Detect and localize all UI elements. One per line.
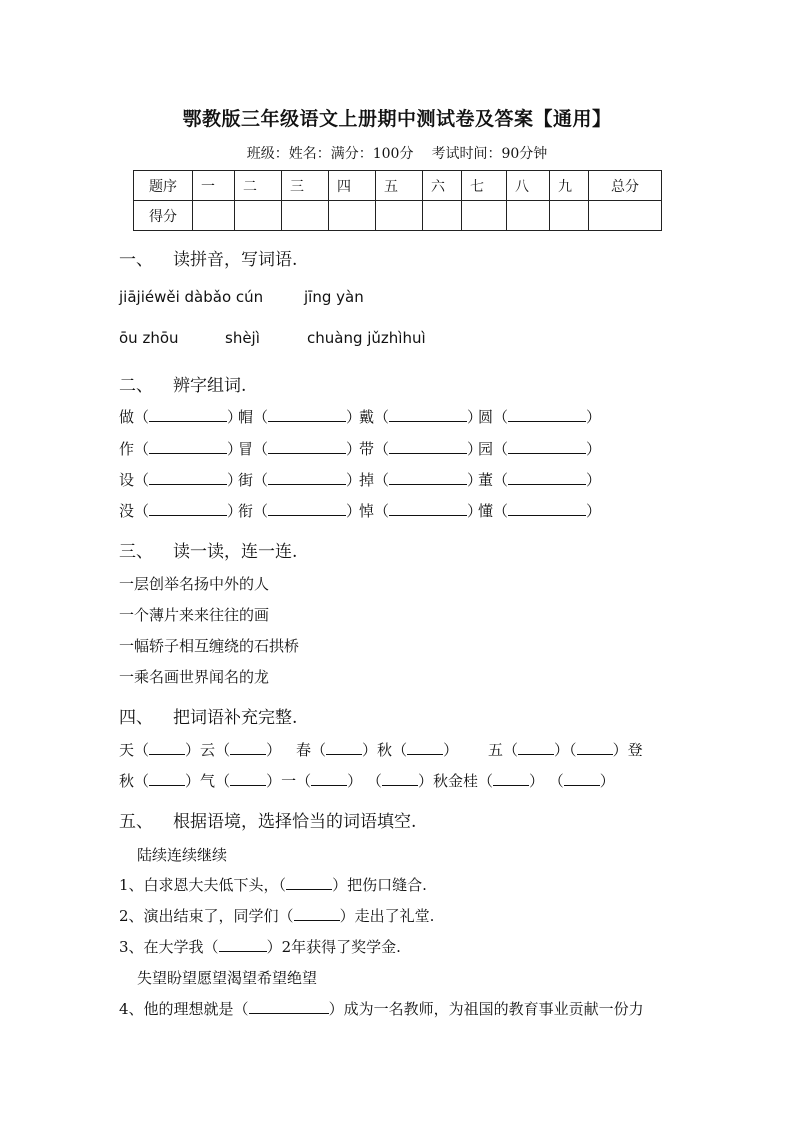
answer-blank[interactable] (149, 501, 227, 516)
answer-blank[interactable] (230, 771, 266, 786)
answer-blank[interactable] (508, 407, 586, 422)
answer-blank[interactable] (389, 439, 467, 454)
connect-item: 一乘名画世界闻名的龙 (119, 668, 270, 686)
answer-blank[interactable] (311, 771, 347, 786)
answer-blank[interactable] (149, 470, 227, 485)
idiom-line-2: 秋（ ）气（ ）一（ ） （ ）秋金桂（ ） （ ） (119, 772, 615, 790)
answer-blank[interactable] (508, 501, 586, 516)
answer-blank[interactable] (268, 439, 346, 454)
char-group-item: 掉（ ） (359, 471, 483, 489)
score-input-cell[interactable] (423, 201, 462, 231)
section-heading-3: 三、 读一读，连一连. (119, 542, 298, 562)
pinyin-item: jiājiéwěi dàbǎo cún (119, 288, 264, 306)
score-input-cell[interactable] (550, 201, 589, 231)
char-group-item: 悼（ ） (359, 502, 483, 520)
score-input-cell[interactable] (282, 201, 329, 231)
answer-blank[interactable] (286, 875, 332, 890)
char-group-item: 帽（ ） (238, 408, 362, 426)
pinyin-item: ōu zhōu (119, 329, 179, 347)
answer-blank[interactable] (508, 439, 586, 454)
answer-blank[interactable] (326, 740, 362, 755)
table-cell: 得分 (134, 201, 193, 231)
score-table (133, 170, 662, 231)
table-cell: 八 (507, 171, 550, 201)
char-group-item: 作（ ） (119, 440, 243, 458)
connect-item: 一幅轿子相互缠绕的石拱桥 (119, 637, 300, 655)
table-cell: 二 (235, 171, 282, 201)
score-input-cell[interactable] (462, 201, 507, 231)
exam-info (0, 143, 794, 163)
answer-blank[interactable] (249, 999, 329, 1014)
page-title: 鄂教版三年级语文上册期中测试卷及答案【通用】 (182, 108, 612, 130)
char-group-item: 懂（ ） (478, 502, 602, 520)
table-cell: 题序 (134, 171, 193, 201)
char-group-item: 圆（ ） (478, 408, 602, 426)
answer-blank[interactable] (382, 771, 418, 786)
answer-blank[interactable] (518, 740, 554, 755)
char-group-item: 董（ ） (478, 471, 602, 489)
idiom-line-1b: 春（ ）秋（ ） (296, 741, 459, 759)
table-cell: 三 (282, 171, 329, 201)
table-cell: 七 (462, 171, 507, 201)
section-heading-1: 一、 读拼音，写词语. (119, 250, 298, 270)
answer-blank[interactable] (294, 906, 340, 921)
pinyin-item: chuàng jǔzhìhuì (307, 329, 426, 347)
answer-blank[interactable] (149, 407, 227, 422)
question-1: 1、白求恩大夫低下头，（ ）把伤口缝合. (119, 876, 427, 894)
table-cell: 一 (193, 171, 235, 201)
connect-item: 一层创举名扬中外的人 (119, 575, 270, 593)
char-group-item: 街（ ） (238, 471, 362, 489)
table-cell: 四 (329, 171, 376, 201)
char-group-item: 戴（ ） (359, 408, 483, 426)
char-group-item: 做（ ） (119, 408, 243, 426)
char-group-item: 冒（ ） (238, 440, 362, 458)
answer-blank[interactable] (389, 470, 467, 485)
char-group-item: 设（ ） (119, 471, 243, 489)
table-cell: 五 (376, 171, 423, 201)
question-3: 3、在大学我（ ）2年获得了奖学金. (119, 938, 401, 956)
question-2: 2、演出结束了，同学们（ ）走出了礼堂. (119, 907, 435, 925)
answer-blank[interactable] (564, 771, 600, 786)
score-input-cell[interactable] (235, 201, 282, 231)
score-input-cell[interactable] (589, 201, 662, 231)
exam-time-label: 考试时间：90分钟 (431, 146, 548, 162)
section-heading-4: 四、 把词语补充完整. (119, 708, 298, 728)
score-input-cell[interactable] (329, 201, 376, 231)
answer-blank[interactable] (268, 407, 346, 422)
answer-blank[interactable] (407, 740, 443, 755)
char-group-item: 园（ ） (478, 440, 602, 458)
table-cell: 总分 (589, 171, 662, 201)
idiom-line-1: 天（ ）云（ ） (119, 741, 282, 759)
pinyin-item: jīng yàn (304, 288, 364, 306)
char-group-item: 衔（ ） (238, 502, 362, 520)
answer-blank[interactable] (508, 470, 586, 485)
score-input-cell[interactable] (376, 201, 423, 231)
answer-blank[interactable] (577, 740, 613, 755)
answer-blank[interactable] (389, 407, 467, 422)
question-4: 4、他的理想就是（ ）成为一名教师，为祖国的教育事业贡献一份力 (119, 1000, 644, 1018)
score-input-cell[interactable] (507, 201, 550, 231)
answer-blank[interactable] (268, 470, 346, 485)
section-heading-5: 五、 根据语境，选择恰当的词语填空. (119, 812, 417, 832)
score-input-cell[interactable] (193, 201, 235, 231)
score-table-score-row (134, 201, 662, 231)
answer-blank[interactable] (149, 740, 185, 755)
word-group: 陆续连续继续 (137, 846, 228, 864)
answer-blank[interactable] (389, 501, 467, 516)
answer-blank[interactable] (149, 771, 185, 786)
answer-blank[interactable] (230, 740, 266, 755)
class-name-label: 班级：姓名：满分：100分 (246, 146, 414, 162)
pinyin-item: shèjì (225, 329, 260, 347)
word-group: 失望盼望愿望渴望希望绝望 (137, 969, 318, 987)
answer-blank[interactable] (268, 501, 346, 516)
answer-blank[interactable] (219, 937, 267, 952)
idiom-line-1c: 五（ ）（ ）登 (488, 741, 643, 759)
table-cell: 六 (423, 171, 462, 201)
connect-item: 一个薄片来来往往的画 (119, 606, 270, 624)
score-table-header-row (134, 171, 662, 201)
table-cell: 九 (550, 171, 589, 201)
section-heading-2: 二、 辨字组词. (119, 376, 247, 396)
char-group-item: 带（ ） (359, 440, 483, 458)
char-group-item: 没（ ） (119, 502, 243, 520)
answer-blank[interactable] (149, 439, 227, 454)
answer-blank[interactable] (493, 771, 529, 786)
